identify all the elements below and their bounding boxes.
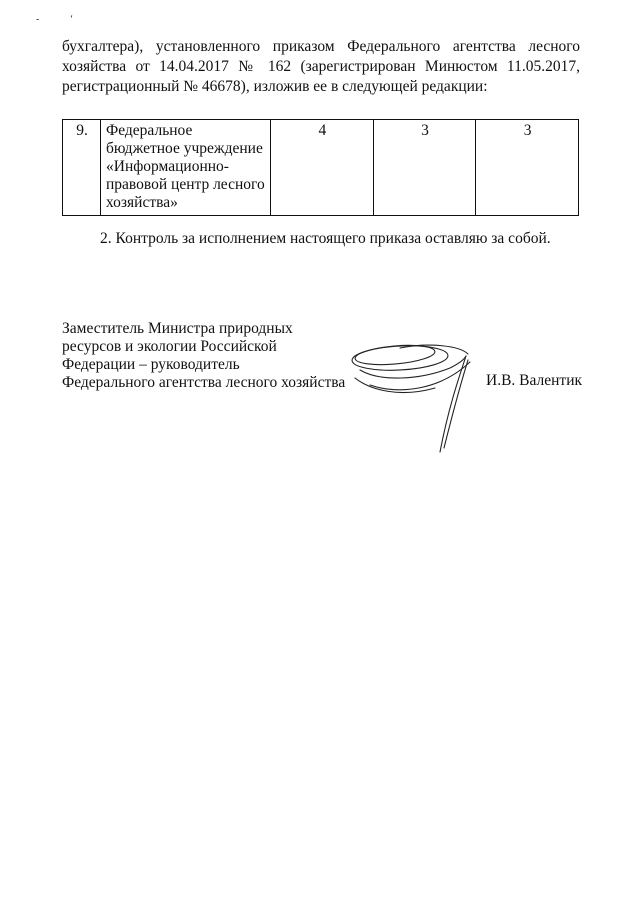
row-number: 9. bbox=[63, 120, 101, 216]
organization-name-line: правовой центр лесного bbox=[106, 176, 265, 193]
table-cell-value: 4 bbox=[271, 120, 374, 216]
header-mark: - bbox=[36, 14, 40, 25]
organization-name-line: «Информационно- bbox=[106, 158, 229, 175]
organization-name bbox=[101, 120, 271, 216]
intro-line: бухгалтера), установленного приказом Федерального агентства лесного bbox=[62, 38, 580, 55]
handwritten-signature bbox=[340, 340, 500, 455]
organization-name-line: бюджетное учреждение bbox=[106, 140, 263, 157]
item-2-paragraph: 2. Контроль за исполнением настоящего приказа оставляю за собой. bbox=[100, 230, 551, 247]
organization-name-line: Федеральное bbox=[106, 122, 193, 139]
organization-table bbox=[62, 119, 579, 216]
table-cell-value: 3 bbox=[373, 120, 476, 216]
intro-line: регистрационный № 46678), изложив ее в следующей редакции: bbox=[62, 78, 488, 95]
header-marks bbox=[36, 14, 101, 25]
signer-name: И.В. Валентик bbox=[486, 372, 583, 389]
signatory-position bbox=[62, 320, 362, 392]
position-line: Заместитель Министра природных bbox=[62, 320, 293, 337]
position-line: Федерации – руководитель bbox=[62, 356, 240, 373]
position-line: ресурсов и экологии Российской bbox=[62, 338, 277, 355]
header-mark: ʻ bbox=[69, 14, 74, 25]
position-line: Федерального агентства лесного хозяйства bbox=[62, 374, 346, 391]
organization-name-line: хозяйства» bbox=[106, 194, 178, 211]
intro-paragraph bbox=[62, 37, 580, 97]
table-cell-value: 3 bbox=[476, 120, 579, 216]
intro-line: хозяйства от 14.04.2017 № 162 (зарегистрирован Минюстом 11.05.2017, bbox=[62, 58, 580, 75]
table-row bbox=[63, 120, 579, 216]
